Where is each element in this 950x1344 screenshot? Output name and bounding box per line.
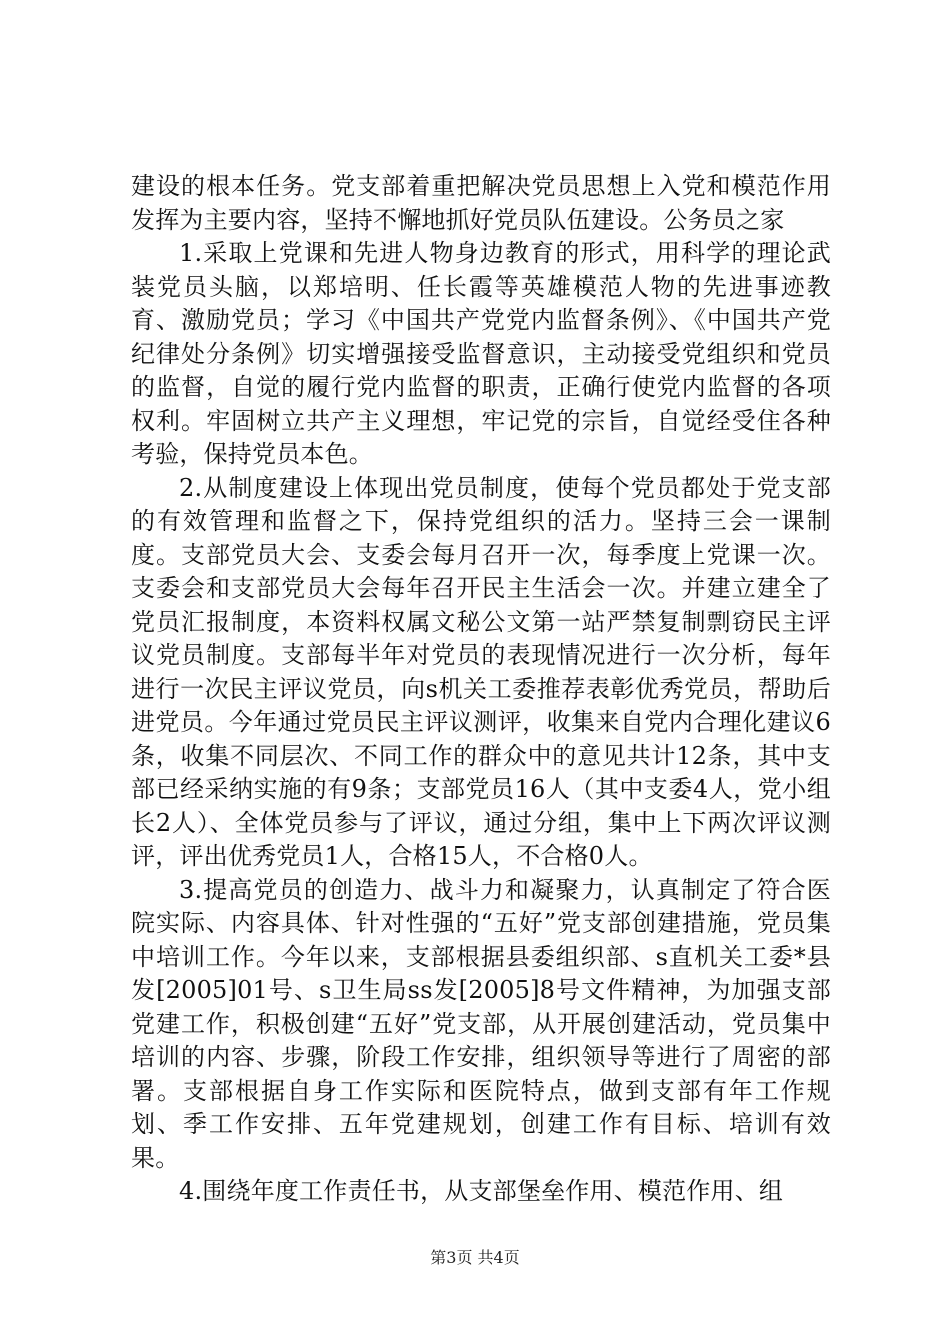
paragraph-item-3: 3.提高党员的创造力、战斗力和凝聚力，认真制定了符合医院实际、内容具体、针对性强的“五好”党支部创建措施，党员集中培训工作。今年以来，支部根据县委组织部、s直机关工委*县发[2005]01号、s卫生局ss发[2005]8号文件精神，为加强支部党建工作，积极创建“五好”党支部，从开展创建活动，党员集中培训的内容、步骤，阶段工作安排，组织领导等进行了周密的部署。支部根据自身工作实际和医院特点，做到支部有年工作规划、季工作安排、五年党建规划，创建工作有目标、培训有效果。 bbox=[131, 875, 831, 1172]
page-number: 第3页 共4页 bbox=[430, 1248, 520, 1267]
paragraph-item-4: 4.围绕年度工作责任书，从支部堡垒作用、模范作用、组 bbox=[179, 1177, 784, 1205]
paragraph-continuation: 建设的根本任务。党支部着重把解决党员思想上入党和模范作用发挥为主要内容，坚持不懈地抓好党员队伍建设。公务员之家 bbox=[131, 172, 831, 234]
page-footer bbox=[0, 1245, 950, 1268]
paragraph-item-1: 1.采取上党课和先进人物身边教育的形式，用科学的理论武装党员头脑，以郑培明、任长霞等英雄模范人物的先进事迹教育、激励党员；学习《中国共产党党内监督条例》、《中国共产党纪律处分条例》切实增强接受监督意识，主动接受党组织和党员的监督，自觉的履行党内监督的职责，正确行使党内监督的各项权利。牢固树立共产主义理想，牢记党的宗旨，自觉经受住各种考验，保持党员本色。 bbox=[131, 239, 831, 468]
document-body bbox=[131, 170, 831, 1209]
paragraph-item-2: 2.从制度建设上体现出党员制度，使每个党员都处于党支部的有效管理和监督之下，保持党组织的活力。坚持三会一课制度。支部党员大会、支委会每月召开一次，每季度上党课一次。支委会和支部党员大会每年召开民主生活会一次。并建立建全了党员汇报制度，本资料权属文秘公文第一站严禁复制剽窃民主评议党员制度。支部每半年对党员的表现情况进行一次分析，每年进行一次民主评议党员，向s机关工委推荐表彰优秀党员，帮助后进党员。今年通过党员民主评议测评，收集来自党内合理化建议6条，收集不同层次、不同工作的群众中的意见共计12条，其中支部已经采纳实施的有9条；支部党员16人（其中支委4人，党小组长2人）、全体党员参与了评议，通过分组，集中上下两次评议测评，评出优秀党员1人，合格15人，不合格0人。 bbox=[131, 473, 831, 870]
